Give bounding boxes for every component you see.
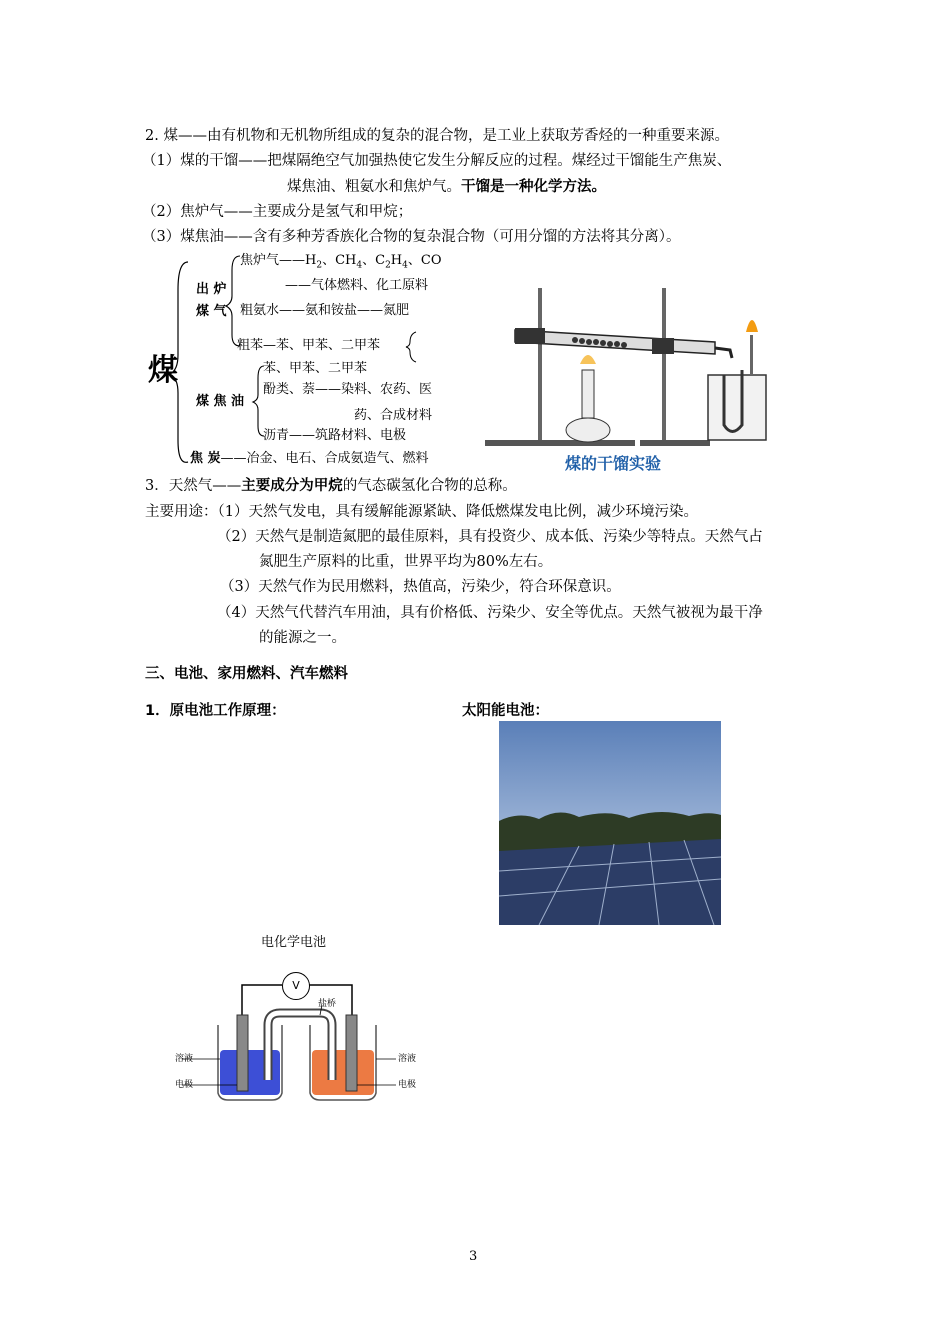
gas-item-coke-oven-gas-use: ——气体燃料、化工原料: [285, 278, 429, 293]
page-number: 3: [469, 1249, 478, 1264]
coal-root-label: 煤: [148, 353, 178, 388]
section2-heading: 2. 煤——由有机物和无机物所组成的复杂的混合物，是工业上获取芳香烃的一种重要来源。: [145, 128, 729, 144]
section3-use1: 主要用途：（1）天然气发电，具有缓解能源紧缺、降低燃煤发电比例，减少环境污染。: [145, 504, 698, 520]
section3-use2-line1: （2）天然气是制造氮肥的最佳原料，具有投资少、成本低、污染少等特点。天然气占: [217, 529, 763, 545]
solar-panel-photo: [499, 721, 721, 925]
experiment-caption: 煤的干馏实验: [565, 454, 662, 473]
section3-use4-line1: （4）天然气代替汽车用油，具有价格低、污染少、安全等优点。天然气被视为最干净: [217, 605, 763, 621]
solar-cell-heading: 太阳能电池：: [462, 703, 549, 719]
section2-p1-bold: 干馏是一种化学方法。: [461, 179, 606, 195]
coke-item: 焦 炭——冶金、电石、合成氨造气、燃料: [190, 451, 429, 466]
tar-item-phenols: 酚类、萘——染料、农药、医: [263, 382, 433, 397]
voltmeter-icon: V: [282, 972, 310, 1000]
gas-label-line2: 煤 气: [196, 304, 227, 319]
gas-item-crude-ammonia: 粗氨水——氨和铵盐——氮肥: [240, 303, 410, 318]
gas-item-coke-oven-gas: 焦炉气$——H_2$、$CH_4$、$C_2H_4$、CO: [240, 253, 442, 271]
battery-principle-heading: 1．原电池工作原理：: [145, 703, 286, 719]
section3-heading: 3．天然气——主要成分为甲烷的气态碳氢化合物的总称。: [145, 478, 517, 494]
dry-distillation-figure: [480, 280, 780, 475]
part3-heading: 三、电池、家用燃料、汽车燃料: [145, 666, 348, 682]
gas-label-line1: 出 炉: [196, 282, 227, 297]
right-solution-label: 溶液: [398, 1054, 417, 1064]
salt-bridge-label: 盐桥: [318, 999, 337, 1009]
section2-p1-line1: （1）煤的干馏——把煤隔绝空气加强热使它发生分解反应的过程。煤经过干馏能生产焦炭、: [142, 153, 732, 169]
tar-item-benzene: 苯、甲苯、二甲苯: [263, 361, 368, 376]
section3-use4-line2: 的能源之一。: [259, 630, 346, 646]
cell-title: 电化学电池: [261, 935, 327, 950]
section3-use2-line2: 氮肥生产原料的比重，世界平均为80%左右。: [259, 554, 553, 570]
left-electrode-label: 电极: [175, 1080, 194, 1090]
section2-p2: （2）焦炉气——主要成分是氢气和甲烷；: [142, 204, 413, 220]
gas-item-crude-benzene: 粗苯—苯、甲苯、二甲苯: [237, 338, 381, 353]
section2-p1-text: 煤焦油、粗氨水和焦炉气。: [287, 179, 461, 195]
section2-p1-line2: [287, 177, 606, 197]
tar-item-phenols-cont: 药、合成材料: [354, 408, 433, 423]
left-solution-label: 溶液: [175, 1054, 194, 1064]
distillation-apparatus-illustration: [480, 280, 780, 450]
tar-item-asphalt: 沥青——筑路材料、电极: [263, 428, 407, 443]
section2-p3: （3）煤焦油——含有多种芳香族化合物的复杂混合物（可用分馏的方法将其分离）。: [142, 229, 681, 245]
right-electrode-label: 电极: [398, 1080, 417, 1090]
tar-label: 煤 焦 油: [196, 394, 245, 409]
section3-use3: （3）天然气作为民用燃料，热值高，污染少，符合环保意识。: [220, 579, 621, 595]
